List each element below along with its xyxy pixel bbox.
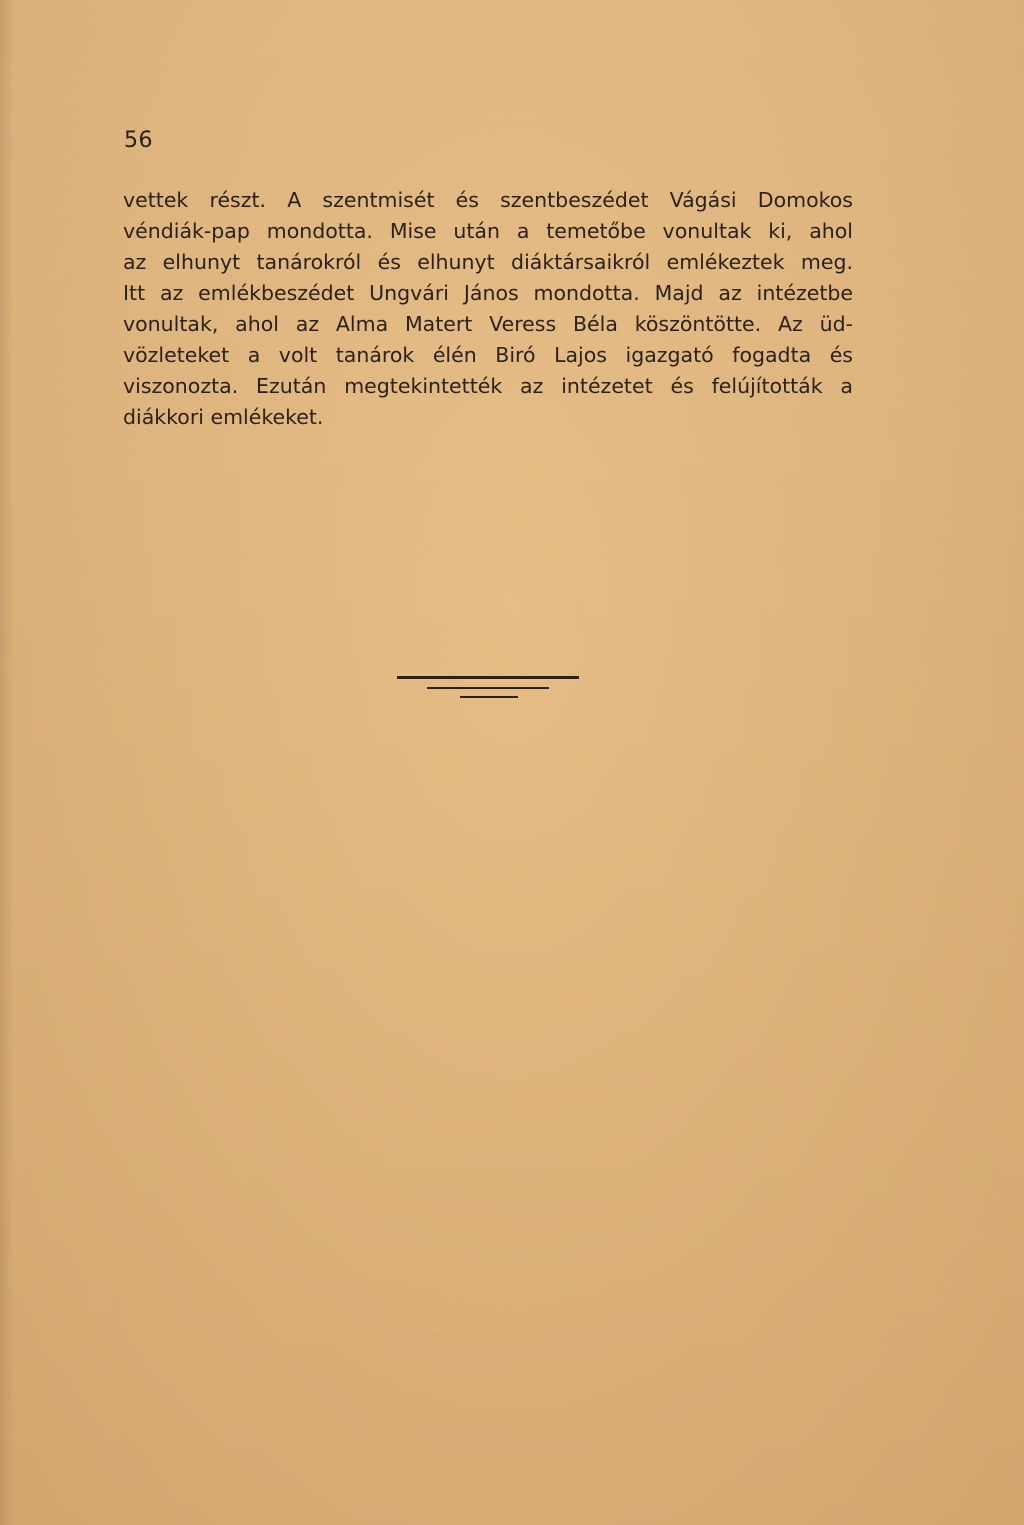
ornament-rule-short xyxy=(460,696,518,698)
paragraph-line: Itt az emlékbeszédet Ungvári János mondotta. Majd az intézetbe xyxy=(123,281,853,305)
paragraph-line: az elhunyt tanárokról és elhunyt diáktársaikról emlékeztek meg. xyxy=(123,250,853,274)
section-end-ornament xyxy=(397,676,579,702)
paragraph-line: véndiák-pap mondotta. Mise után a temetőbe vonultak ki, ahol xyxy=(123,219,853,243)
page-number: 56 xyxy=(124,128,153,153)
paragraph-line: vettek részt. A szentmisét és szentbeszédet Vágási Domokos xyxy=(123,188,853,212)
paragraph-line: vonultak, ahol az Alma Matert Veress Béla köszöntötte. Az üd- xyxy=(123,312,853,336)
ornament-rule-medium xyxy=(427,687,549,689)
body-paragraph xyxy=(123,185,853,433)
paragraph-line: viszonozta. Ezután megtekintették az intézetet és felújították a xyxy=(123,374,853,398)
paragraph-line: diákkori emlékeket. xyxy=(123,405,324,429)
paragraph-line: vözleteket a volt tanárok élén Biró Lajos igazgató fogadta és xyxy=(123,343,853,367)
ornament-rule-long xyxy=(397,676,579,679)
